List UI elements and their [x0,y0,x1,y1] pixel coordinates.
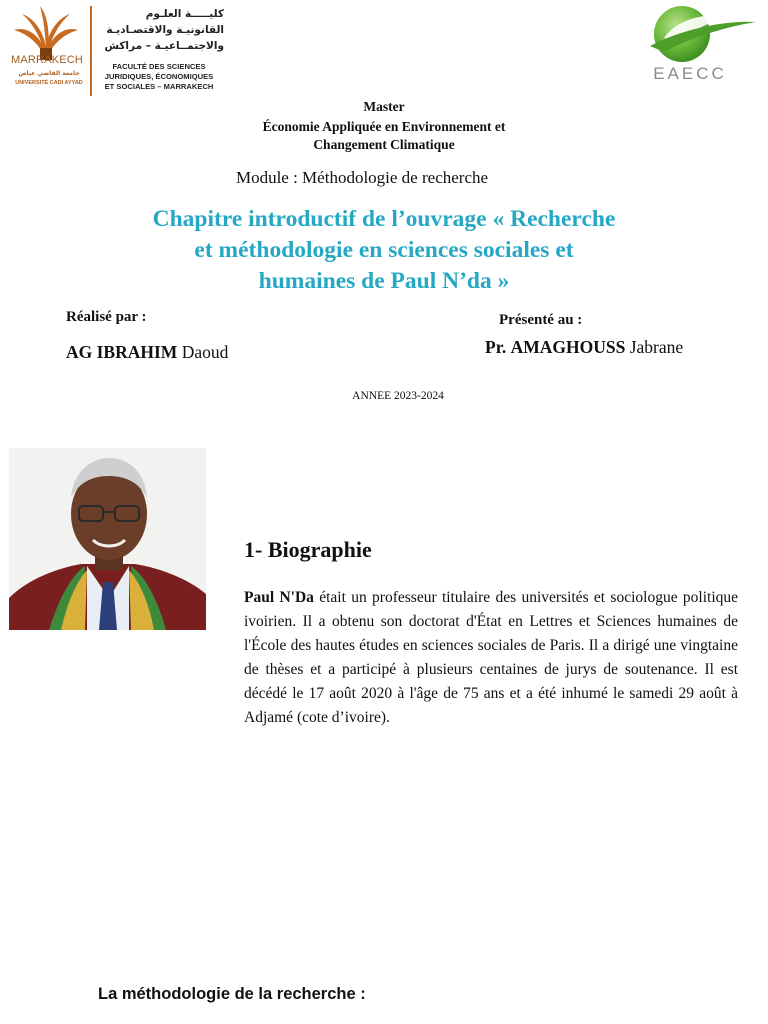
biography-body: était un professeur titulaire des universités et sociologue politique ivoirien. Il a obtenu son doctorat d'État en Lettres et Sciences humaines de l'École des hautes études en sciences sociales de Paris. Il a dirigé une vingtaine de thèses et a participé à plusieurs centaines de jurys de soutenance. Il est décédé le 17 août 2020 à l'âge de 75 ans et a été inhumé le samedi 29 août à Adjamé (cote d’ivoire). [244,589,739,726]
university-name-french: UNIVERSITÉ CADI AYYAD [15,80,83,86]
module-name: Module : Méthodologie de recherche [235,168,489,187]
supervisor-label: Présenté au : [499,312,583,328]
biography-subject: Paul N'Da [244,589,314,606]
portrait-photo [9,448,206,630]
lab-name: EAECC [653,64,727,83]
faculty-name-french [92,62,226,92]
supervisor-first-name: Jabrane [629,337,684,357]
supervisor-last-name: AMAGHOUSS [510,337,626,357]
faculty-fr-line: ET SOCIALES – MARRAKECH [104,82,214,91]
city-name: MARRAKECH [10,54,84,66]
title-line: humaines de Paul N’da » [258,268,510,294]
author-name [66,342,228,363]
document-title [84,204,684,297]
faculty-ar-line: كليـــــة العلـوم [145,8,224,20]
faculty-name-arabic [96,6,224,54]
faculty-fr-line: FACULTÉ DES SCIENCES [112,62,206,71]
faculty-fr-line: JURIDIQUES, ÉCONOMIQUES [104,72,214,81]
lab-logo [620,2,760,90]
university-logo [6,4,222,96]
supervisor-title: Pr. [485,337,507,357]
program-name-line2: Changement Climatique [313,137,455,152]
supervisor-name [485,337,683,358]
faculty-ar-line: والاجتمــاعيـة – مراكش [104,40,224,52]
author-last-name: AG IBRAHIM [66,342,178,362]
program-level: Master [363,99,405,114]
biography-paragraph [244,586,738,730]
author-first-name: Daoud [181,342,229,362]
title-line: Chapitre introductif de l’ouvrage « Recherche [152,206,616,232]
program-name-line1: Économie Appliquée en Environnement et [262,119,506,134]
academic-year: ANNEE 2023-2024 [352,390,444,402]
biography-heading: 1- Biographie [244,537,372,562]
title-line: et méthodologie en sciences sociales et [194,237,574,263]
methodology-heading: La méthodologie de la recherche : [98,985,366,1003]
university-name-arabic: جامعة القاضي عياض [18,70,80,77]
person-portrait-icon [9,448,206,630]
globe-leaf-icon [620,2,760,64]
faculty-ar-line: القانونيـة والاقتصـاديـة [106,24,224,36]
author-label: Réalisé par : [66,309,147,325]
